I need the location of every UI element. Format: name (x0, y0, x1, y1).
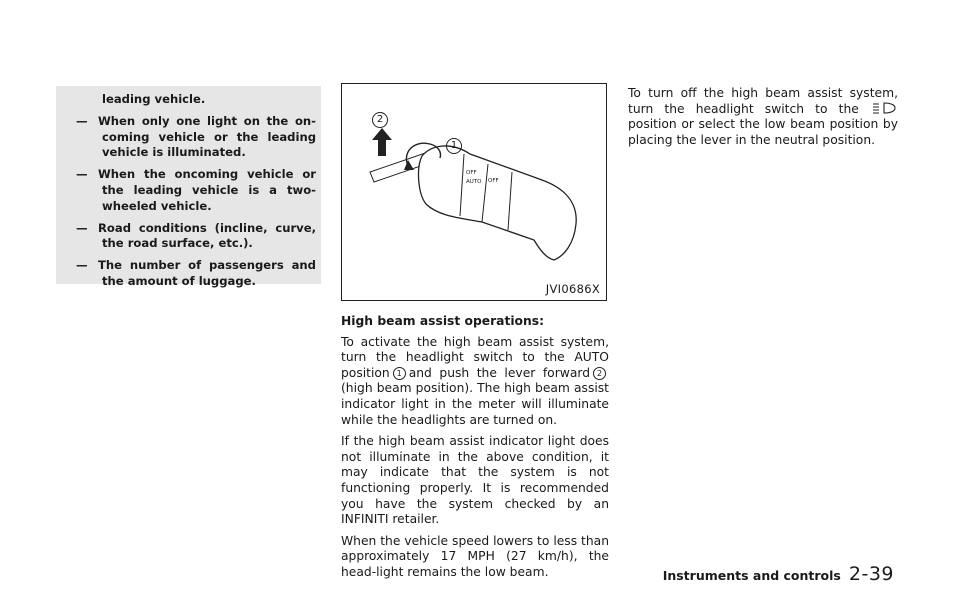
bullet-item: — When only one light on the on-coming vehicle or the leading vehicle is illuminated. (76, 113, 316, 160)
headlight-lever-figure (341, 83, 607, 301)
bullet-marker: — (76, 167, 88, 182)
callout-2: 2 (372, 112, 388, 128)
page-number: 2-39 (848, 563, 894, 585)
bullet-item: — Road conditions (incline, curve, the road surface, etc.). (76, 220, 316, 251)
callout-1: 1 (446, 138, 462, 154)
paragraph-turn-off: To turn off the high beam assist system, turn the headlight switch to the position or select the low beam position by placing the lever in the neutral position. (628, 86, 898, 147)
lever-label-off: OFF (466, 170, 477, 176)
bullet-item: — When the oncoming vehicle or the leading vehicle is a two-wheeled vehicle. (76, 167, 316, 213)
middle-column (341, 314, 609, 587)
lever-label-off-2: OFF (488, 178, 499, 184)
bullet-item: — The number of passengers and the amount of luggage. (76, 258, 316, 288)
footer-section: Instruments and controls (662, 568, 841, 583)
headlight-off-icon (872, 102, 896, 114)
callout-1-inline: 1 (393, 367, 406, 380)
conditions-box (56, 86, 321, 288)
continuation-text: leading vehicle. (102, 92, 206, 106)
bullet-marker: — (76, 258, 88, 273)
paragraph-activate: To activate the high beam assist system, turn the headlight switch to the AUTO position 1 and push the lever forward 2(high beam position). The high beam assist indicator light in the meter will illuminate while the headlights are turned on. (341, 334, 609, 427)
bullet-marker: — (76, 113, 88, 128)
bullet-marker: — (76, 220, 88, 235)
section-heading: High beam assist operations: (341, 314, 544, 328)
page-footer (663, 563, 894, 585)
callout-2-inline: 2 (593, 367, 606, 380)
paragraph-speed: When the vehicle speed lowers to less than approximately 17 MPH (27 km/h), the head-light remains the low beam. (341, 533, 609, 579)
lever-label-auto: AUTO (466, 179, 482, 185)
figure-id: JVI0686X (545, 282, 600, 296)
right-column (628, 86, 898, 148)
paragraph-indicator: If the high beam assist indicator light does not illuminate in the above condition, it may indicate that the system is not functioning properly. It is recommended you have the system checked by an INFINITI retailer. (341, 434, 609, 527)
